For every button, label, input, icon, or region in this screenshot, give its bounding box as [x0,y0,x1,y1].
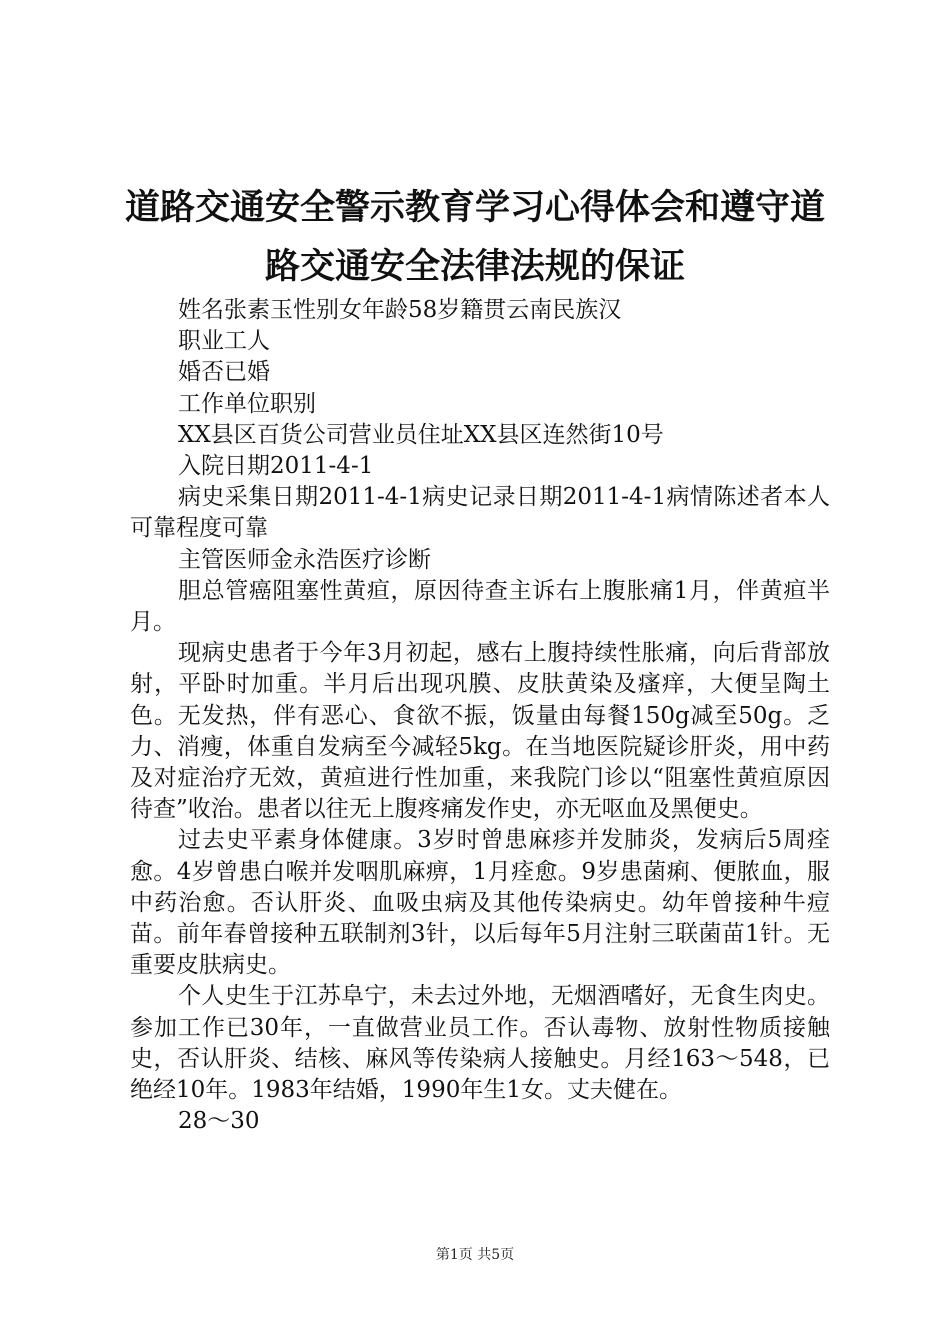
paragraph-name-info: 姓名张素玉性别女年龄58岁籍贯云南民族汉 [178,297,622,323]
paragraph-present-illness: 现病史患者于今年3月初起，感右上腹持续性胀痛，向后背部放射，平卧时加重。半月后出现巩膜、皮肤黄染及瘙痒，大便呈陶土色。无发热，伴有恶心、食欲不振，饭量由每餐150g减至50g。乏力、消瘦，体重自发病至今减轻5kg。在当地医院疑诊肝炎，用中药及对症治疗无效，黄疸进行性加重，来我院门诊以“阻塞性黄疸原因待查”收治。患者以往无上腹疼痛发作史，亦无呕血及黑便史。 [130,640,830,823]
page-footer: 第1页 共5页 [435,1247,515,1263]
document-title-line-1: 道路交通安全警示教育学习心得体会和遵守道 [124,188,825,228]
paragraph-marital-status: 婚否已婚 [178,359,270,386]
paragraph-occupation: 职业工人 [178,328,270,355]
paragraph-physician: 主管医师金永浩医疗诊断 [178,546,431,573]
paragraph-history-dates: 病史采集日期2011-4-1病史记录日期2011-4-1病情陈述者本人可靠程度可靠 [130,484,830,542]
document-body [130,295,830,1137]
paragraph-cycle: 28～30 [178,1108,260,1135]
paragraph-diagnosis: 胆总管癌阻塞性黄疸，原因待查主诉右上腹胀痛1月，伴黄疸半月。 [130,577,830,636]
paragraph-admission-date: 入院日期2011-4-1 [178,453,374,480]
paragraph-past-history: 过去史平素身体健康。3岁时曾患麻疹并发肺炎，发病后5周痊愈。4岁曾患白喉并发咽肌麻痹，1月痊愈。9岁患菌痢、便脓血，服中药治愈。否认肝炎、血吸虫病及其他传染病史。幼年曾接种牛痘苗。前年春曾接种五联制剂3针，以后每年5月注射三联菌苗1针。无重要皮肤病史。 [130,827,830,979]
document-title-line-2: 路交通安全法律法规的保证 [264,247,685,287]
paragraph-personal-history: 个人史生于江苏阜宁，未去过外地，无烟酒嗜好，无食生肉史。参加工作已30年，一直做营业员工作。否认毒物、放射性物质接触史，否认肝炎、结核、麻风等传染病人接触史。月经163～548，已绝经10年。1983年结婚，1990年生1女。丈夫健在。 [130,983,830,1104]
paragraph-work-unit: 工作单位职别 [178,390,316,417]
paragraph-address: XX县区百货公司营业员住址XX县区连然街10号 [178,421,664,448]
